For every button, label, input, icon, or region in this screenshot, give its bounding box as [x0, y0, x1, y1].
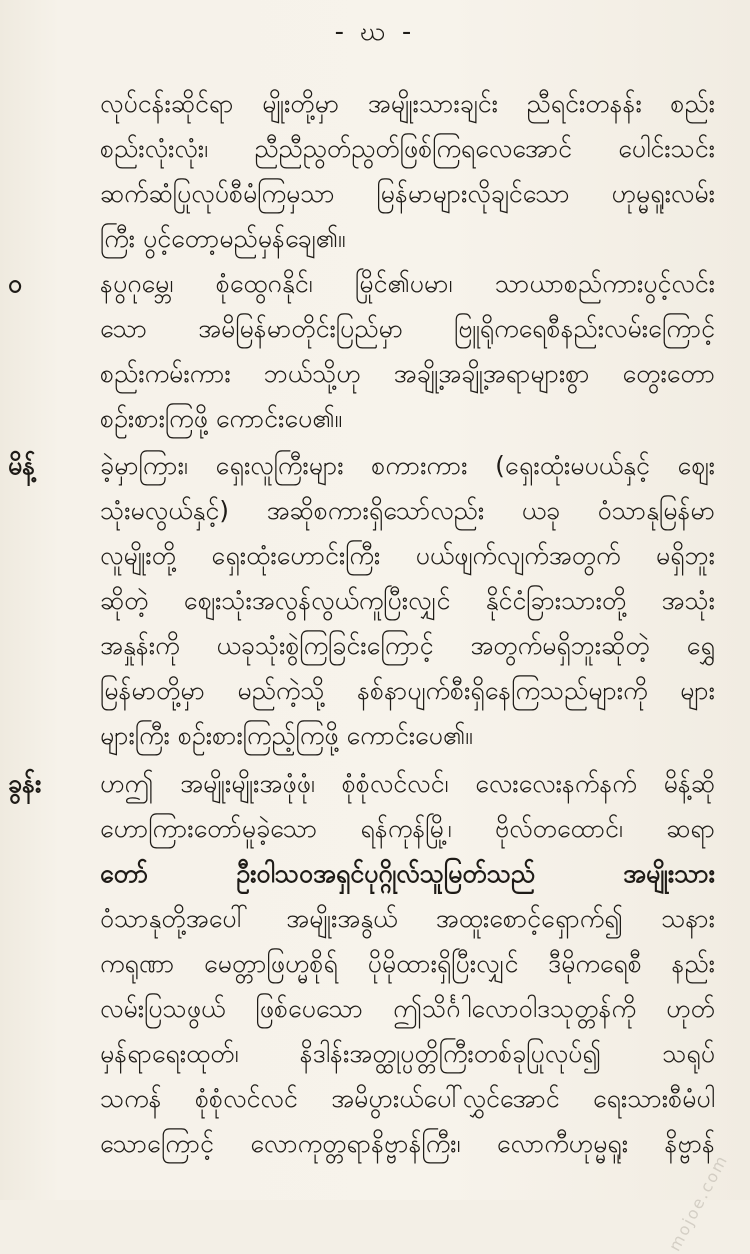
- text-line: မှန်ရာရေးထုတ်၊ နိဒါန်းအတ္ထုပ္ပတ္တိကြီးတစ်ခုပြုလုပ်၍ သရုပ်: [100, 1039, 715, 1068]
- margin-marker: ဝ: [8, 269, 23, 298]
- page-number: - ဃ -: [334, 17, 416, 47]
- text-line: ဆိုတဲ့ ဈေးသုံးအလွန်လွယ်ကူပြီးလျှင် နိုင်ငံခြားသားတို့ အသုံး: [100, 586, 715, 615]
- text-line: ကြီး ပွင့်တော့မည်မှန်ချေ၏။: [100, 224, 346, 253]
- text-line: အနှုန်းကို ယခုသုံးစွဲကြခြင်းကြောင့် အတွက်မရှိဘူးဆိုတဲ့ ရွှေ: [100, 631, 715, 660]
- text-line: လူမျိုးတို့ ရှေးထုံးဟောင်းကြီး ပယ်ဖျက်လျက်အတွက် မရှိဘူး: [100, 541, 715, 570]
- text-line: ဟဤ အမျိုးမျိုးအဖုံဖုံ၊ စုံစုံလင်လင်၊ လေးလေးနက်နက် မိန့်ဆို: [100, 769, 715, 798]
- margin-marker: မိန့်: [8, 451, 36, 480]
- text-line: သော အမိမြန်မာတိုင်းပြည်မှာ ဗြူရိုကရေစီနည်းလမ်းကြောင့်: [100, 314, 715, 343]
- text-line: စည်းကမ်းကား ဘယ်သို့ဟု အချို့အချို့အရာများစွာ တွေးတော: [100, 359, 715, 388]
- text-line-bold: တော် ဦးဝါသဝအရှင်ပုဂ္ဂိုလ်သူမြတ်သည် အမျိုးသား: [100, 859, 715, 888]
- text-line: သကန် စုံစုံလင်လင် အမိပွားယ်ပေါ်လွှင်အောင် ရေးသားစီမံပါ: [100, 1084, 715, 1113]
- text-line: ဆက်ဆံပြုလုပ်စီမံကြမှသာ မြန်မာများလိုချင်သော ဟုမ္မရူးလမ်း: [100, 179, 715, 208]
- text-line: မြန်မာတို့မှာ မည်ကဲ့သို့ နစ်နာပျက်စီးရှိနေကြသည်များကို များ: [100, 676, 715, 705]
- text-line: သုံးမလွယ်နှင့်) အဆိုစကားရှိသော်လည်း ယခု ဝံသာနုမြန်မာ: [100, 496, 715, 525]
- watermark: mojoe.com: [665, 1151, 732, 1254]
- margin-marker: ခွန်း: [8, 769, 42, 798]
- text-line: များကြီး စဉ်းစားကြည့်ကြဖို့ ကောင်းပေ၏။: [100, 721, 473, 750]
- text-line: သောကြောင့် လောကုတ္တရာနိဗ္ဗာန်ကြီး၊ လောကီဟုမ္မရူး နိဗ္ဗာန်: [100, 1129, 715, 1158]
- text-line: လမ်းပြသဖွယ် ဖြစ်ပေသော ဤသိင်္ဂါလောဝါဒသုတ္တန်ကို ဟုတ်: [100, 994, 715, 1023]
- text-line: စဉ်းစားကြဖို့ ကောင်းပေ၏။: [100, 404, 343, 433]
- text-line: နပွဂုမ္ဘေ၊ စုံထွေဂနိုင်၊ မြိုင်၏ပမာ၊ သာယာစည်ကားပွင့်လင်း: [100, 269, 715, 298]
- text-line: လုပ်ငန်းဆိုင်ရာ မျိုးတို့မှာ အမျိုးသားချင်း ညီရင်းတနန်း စည်း: [100, 89, 715, 118]
- text-line: ခဲ့မှာကြား၊ ရှေးလူကြီးများ စကားကား (ရှေးထုံးမပယ်နှင့် ဈေး: [100, 451, 715, 480]
- text-line: စည်းလုံးလုံး၊ ညီညီညွတ်ညွတ်ဖြစ်ကြရလေအောင် ပေါင်းသင်း: [100, 134, 715, 163]
- text-line: ဝံသာနုတို့အပေါ် အမျိုးအနွယ် အထူးစောင့်ရှောက်၍ သနား: [100, 904, 715, 933]
- text-line: ကရုဏာ မေတ္တာဖြဟ္မစိုရ် ပိုမိုထားရှိပြီးလျှင် ဒီမိုကရေစီ နည်း: [100, 949, 715, 978]
- text-line: ဟောကြားတော်မူခဲ့သော ရန်ကုန်မြို့၊ ဗိုလ်တထောင်၊ ဆရာ: [100, 814, 715, 843]
